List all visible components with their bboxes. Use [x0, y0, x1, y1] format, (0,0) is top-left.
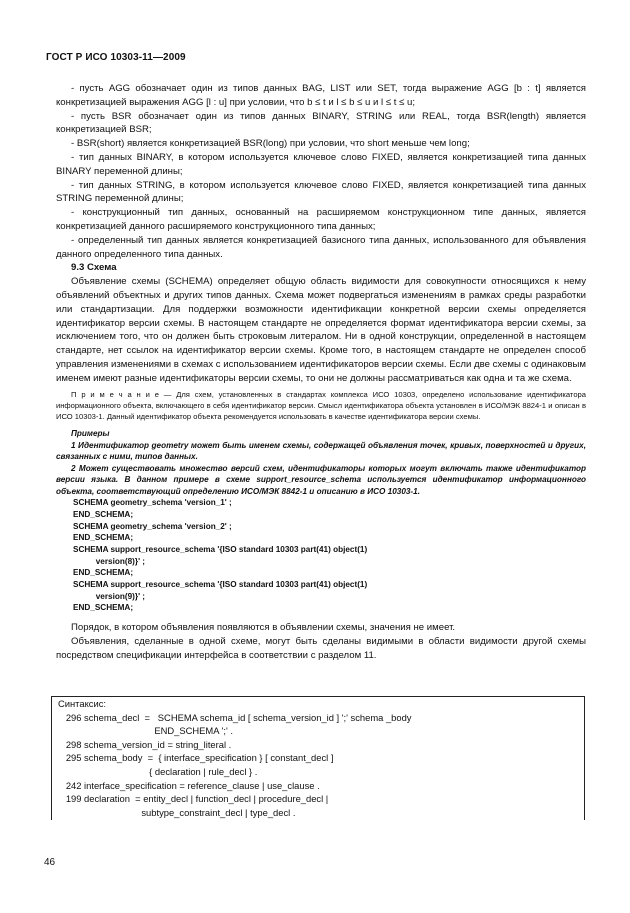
page-body [56, 82, 586, 663]
paragraph: Порядок, в котором объявления появляются в объявлении схемы, значения не имеет. [71, 622, 456, 634]
code-line: END_SCHEMA; [73, 509, 134, 519]
code-line: version(8)}' ; [73, 556, 146, 566]
code-line: END_SCHEMA; [73, 568, 134, 578]
paragraph: - пусть BSR обозначает один из типов данных BINARY, STRING или REAL, тогда BSR(length) является конкретизацией BSR; [56, 110, 586, 136]
code-line: SCHEMA geometry_schema 'version_2' ; [73, 521, 232, 531]
section-body: Объявление схемы (SCHEMA) определяет общую область видимости для совокупности относящихся к нему объявлений объектных и других типов данных. Схема может подвергаться изменениям в рамках среды разработки или стандартизации. Для поддержки возможности идентификации конкретной версии схемы определяется идентификатор версии схемы. В настоящем стандарте не определяется формат идентификатора версии схемы, за исключением того, что он должен быть строковым литералом. Ни в одной конструкции, определенной в настоящем стандарте, нет ссылок на идентификатор версии схемы. Кроме того, в настоящем стандарте не определен способ управления изменениями в схемах с использованием идентификаторов версии схемы. Если две схемы с одинаковым именем имеют разные идентификаторы версии схемы, то они не должны рассматриваться как одна и та же схема. [56, 276, 586, 384]
syntax-line: 298 schema_version_id = string_literal . [58, 738, 232, 750]
syntax-line: END_SCHEMA ';' . [58, 725, 233, 737]
example-1: 1 Идентификатор geometry может быть именем схемы, содержащей объявления точек, кривых, поверхностей и других, связанных с ними, типов данных. [56, 440, 586, 462]
syntax-line: subtype_constraint_decl | type_decl . [58, 806, 296, 818]
note: П р и м е ч а н и е — Для схем, установленных в стандартах комплекса ИСО 10303, определено использование идентификатора информационного объекта, включающего в себя идентификатор версии. Смысл идентификатора объекта установлен в ИСО/МЭК 8824-1 и описан в ИСО 10303-1. Данный идентификатор объекта рекомендуется использовать в качестве идентификатора версии схемы. [56, 389, 586, 421]
syntax-box [51, 696, 585, 820]
paragraph: - конструкционный тип данных, основанный на расширяемом конструкционном типе данных, является конкретизацией данного расширяемого конструкционного типа данных; [56, 207, 586, 232]
syntax-line: 199 declaration = entity_decl | function_decl | procedure_decl | [58, 793, 329, 805]
code-line: END_SCHEMA; [73, 533, 134, 543]
syntax-line: 296 schema_decl = SCHEMA schema_id [ schema_version_id ] ';' schema _body [58, 711, 412, 723]
syntax-label: Синтаксис: [58, 698, 107, 709]
paragraph: Объявления, сделанные в одной схеме, могут быть сделаны видимыми в области видимости другой схемы посредством спецификации интерфейса в соответствии с разделом 11. [56, 635, 586, 661]
code-line: END_SCHEMA; [73, 603, 134, 613]
code-line: SCHEMA support_resource_schema '{ISO standard 10303 part(41) object(1) [73, 580, 368, 590]
paragraph: - определенный тип данных является конкретизацией базисного типа данных, использованного для объявления данного определенного типа данных. [56, 234, 586, 260]
code-line: SCHEMA support_resource_schema '{ISO standard 10303 part(41) object(1) [73, 544, 368, 554]
syntax-line: 242 interface_specification = reference_clause | use_clause . [58, 779, 320, 791]
paragraph: - тип данных BINARY, в котором используется ключевое слово FIXED, является конкретизацией типа данных BINARY переменной длины; [56, 151, 586, 177]
page-number: 46 [44, 857, 56, 868]
paragraph: - тип данных STRING, в котором используется ключевое слово FIXED, является конкретизацией типа данных STRING переменной длины; [56, 179, 586, 205]
code-line: version(9)}' ; [73, 591, 146, 601]
examples-title: Примеры [71, 429, 110, 439]
code-block [56, 497, 586, 614]
example-2: 2 Может существовать множество версий схем, идентификаторы которых могут включать также идентификатор версии языка. В данном примере в схеме support_resource_schema используется идентификатор информационного объекта, соответствующий определению ИСО/МЭК 8842-1 и описанию в ИСО 10303-1. [56, 463, 586, 496]
code-line: SCHEMA geometry_schema 'version_1' ; [73, 498, 232, 508]
syntax-line: { declaration | rule_decl } . [58, 765, 258, 777]
paragraph: - пусть AGG обозначает один из типов данных BAG, LIST или SET, тогда выражение AGG [b : t] является конкретизацией выражения AGG [l : u] при условии, что b ≤ t и l ≤ b ≤ u и l ≤ t ≤ u; [56, 83, 586, 108]
syntax-line: 295 schema_body = { interface_specification } [ constant_decl ] [58, 752, 334, 764]
page-header: ГОСТ Р ИСО 10303-11—2009 [46, 52, 186, 63]
section-heading: 9.3 Схема [71, 262, 117, 274]
paragraph: - BSR(short) является конкретизацией BSR(long) при условии, что short меньше чем long; [71, 138, 470, 150]
